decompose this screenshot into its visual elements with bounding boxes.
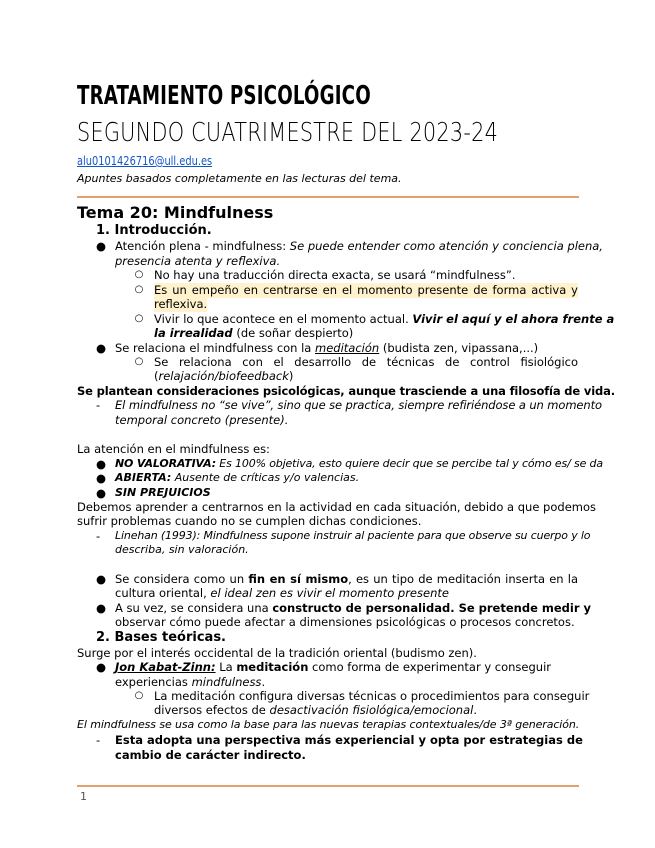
footer-divider bbox=[77, 785, 579, 787]
bullet-icon: ● bbox=[96, 471, 107, 485]
list-item-cont: presencia atenta y reflexiva. bbox=[115, 254, 281, 268]
document-note: Apuntes basados completamente en las lecturas del tema. bbox=[77, 172, 402, 185]
list-item-cont: experiencias mindfulness. bbox=[115, 675, 266, 689]
list-item-cont: cultura oriental, el ideal zen es vivir el momento presente bbox=[115, 586, 449, 600]
section-heading-introduccion: 1. Introducción. bbox=[96, 223, 212, 238]
list-item-cont: observar cómo puede afectar a dimensiones psicológicas o procesos concretos. bbox=[115, 615, 575, 629]
dash-item: El mindfulness no “se vive”, sino que se practica, siempre refiriéndose a un momento bbox=[115, 398, 602, 412]
list-item: Se relaciona el mindfulness con la meditación (budista zen, vipassana,...) bbox=[115, 341, 539, 355]
dash-bullet-icon: - bbox=[96, 733, 101, 747]
paragraph-cont: sufrir problemas cuando no se cumplen dichas condiciones. bbox=[77, 514, 422, 528]
bullet-icon: ● bbox=[96, 572, 107, 586]
paragraph: Surge por el interés occidental de la tradición oriental (budismo zen). bbox=[77, 646, 477, 660]
dash-bullet-icon: - bbox=[96, 529, 101, 543]
document-subtitle: SEGUNDO CUATRIMESTRE DEL 2023-24 bbox=[77, 118, 499, 148]
sublist-item-highlighted: Es un empeño en centrarse en el momento presente de forma activa y bbox=[154, 283, 578, 297]
list-item: ABIERTA: Ausente de críticas y/o valencias. bbox=[115, 471, 360, 484]
paragraph: La atención en el mindfulness es: bbox=[77, 442, 270, 456]
sublist-item-cont: diversos efectos de desactivación fisiológica/emocional. bbox=[154, 703, 477, 717]
list-item: NO VALORATIVA: Es 100% objetiva, esto quiere decir que se percibe tal y cómo es/ se da bbox=[115, 457, 603, 470]
sublist-item: Se relaciona con el desarrollo de técnicas de control fisiológico bbox=[154, 355, 578, 369]
bullet-icon: ● bbox=[96, 486, 107, 500]
dash-item: Linehan (1993): Mindfulness supone instruir al paciente para que observe su cuerpo y lo bbox=[115, 529, 591, 542]
circle-bullet-icon: ○ bbox=[134, 284, 144, 295]
sublist-item: La meditación configura diversas técnicas o procedimientos para conseguir bbox=[154, 689, 590, 703]
topic-title: Tema 20: Mindfulness bbox=[77, 203, 274, 222]
sublist-item-cont: (relajación/biofeedback) bbox=[154, 369, 294, 383]
bullet-icon: ● bbox=[96, 341, 107, 355]
sublist-item: No hay una traducción directa exacta, se usará “mindfulness”. bbox=[154, 268, 516, 282]
bullet-icon: ● bbox=[96, 239, 107, 253]
circle-bullet-icon: ○ bbox=[134, 356, 144, 367]
list-item: Se considera como un fin en sí mismo, es un tipo de meditación inserta en la bbox=[115, 572, 579, 586]
bullet-icon: ● bbox=[96, 660, 107, 674]
list-item: Atención plena - mindfulness: Se puede entender como atención y conciencia plena, bbox=[115, 239, 603, 253]
dash-item-cont: temporal concreto (presente). bbox=[115, 413, 289, 427]
circle-bullet-icon: ○ bbox=[134, 269, 144, 280]
list-item: A su vez, se considera una constructo de personalidad. Se pretende medir y bbox=[115, 601, 592, 615]
list-item: Jon Kabat-Zinn: La meditación como forma de experimentar y conseguir bbox=[115, 660, 552, 674]
bold-paragraph: Se plantean consideraciones psicológicas, aunque trasciende a una filosofía de vida. bbox=[77, 384, 615, 398]
bullet-icon: ● bbox=[96, 457, 107, 471]
dash-item-cont: describa, sin valoración. bbox=[115, 543, 249, 556]
author-email-link[interactable]: alu0101426716@ull.edu.es bbox=[77, 154, 213, 168]
header-divider bbox=[77, 196, 579, 198]
page-number: 1 bbox=[80, 790, 87, 803]
circle-bullet-icon: ○ bbox=[134, 690, 144, 701]
paragraph: Debemos aprender a centrarnos en la actividad en cada situación, debido a que podemos bbox=[77, 500, 596, 514]
list-item: SIN PREJUICIOS bbox=[115, 486, 211, 499]
dash-bullet-icon: - bbox=[96, 398, 101, 412]
dash-item-cont: cambio de carácter indirecto. bbox=[115, 748, 306, 762]
circle-bullet-icon: ○ bbox=[134, 313, 144, 324]
dash-item: Esta adopta una perspectiva más experiencial y opta por estrategias de bbox=[115, 733, 583, 747]
section-heading-bases-teoricas: 2. Bases teóricas. bbox=[96, 630, 226, 645]
italic-paragraph: El mindfulness se usa como la base para las nuevas terapias contextuales/de 3ª generación. bbox=[77, 718, 580, 731]
sublist-item-highlighted-cont: reflexiva. bbox=[154, 297, 208, 311]
sublist-item-cont: la irrealidad (de soñar despierto) bbox=[154, 326, 354, 340]
document-title: TRATAMIENTO PSICOLÓGICO bbox=[77, 81, 371, 111]
sublist-item: Vivir lo que acontece en el momento actual. Vivir el aquí y el ahora frente a bbox=[154, 312, 615, 326]
bullet-icon: ● bbox=[96, 601, 107, 615]
